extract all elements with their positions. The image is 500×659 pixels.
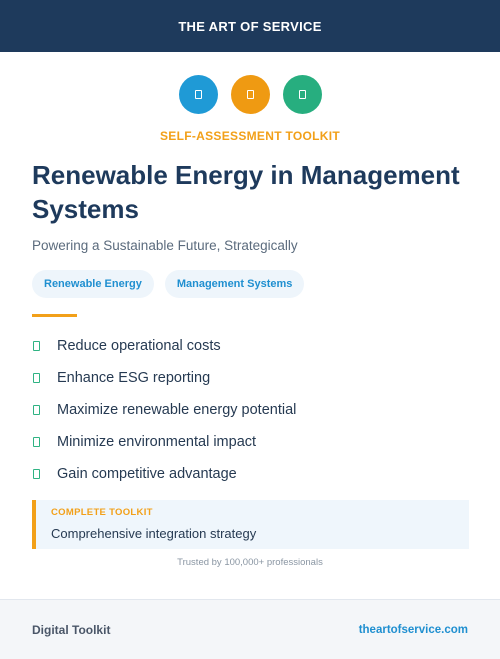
- tag-list: [32, 270, 304, 298]
- benefit-label: Reduce operational costs: [57, 338, 221, 354]
- benefit-list: [32, 330, 472, 490]
- list-item: [32, 362, 472, 394]
- list-item: [32, 458, 472, 490]
- benefit-label: Minimize environmental impact: [57, 434, 257, 450]
- footer: [0, 599, 500, 659]
- website-link[interactable]: theartofservice.com: [358, 623, 468, 636]
- icon-row: [0, 75, 500, 114]
- list-item: [32, 426, 472, 458]
- check-icon: [33, 469, 40, 479]
- page-subtitle: Powering a Sustainable Future, Strategically: [32, 238, 298, 253]
- list-item: [32, 394, 472, 426]
- brand-name: THE ART OF SERVICE: [178, 18, 322, 34]
- footer-label: Digital Toolkit: [32, 622, 111, 637]
- check-icon: [33, 437, 40, 447]
- list-item: [32, 330, 472, 362]
- document-icon: [231, 75, 270, 114]
- tag-management-systems: Management Systems: [165, 270, 305, 298]
- callout-caption: COMPLETE TOOLKIT: [51, 507, 153, 518]
- accent-divider: [32, 314, 77, 317]
- toolkit-callout: [32, 500, 469, 549]
- document-icon: [179, 75, 218, 114]
- benefit-label: Enhance ESG reporting: [57, 370, 211, 386]
- tag-renewable-energy: Renewable Energy: [32, 270, 154, 298]
- check-icon: [33, 373, 40, 383]
- toolkit-kicker: SELF-ASSESSMENT TOOLKIT: [159, 129, 341, 143]
- trust-note: Trusted by 100,000+ professionals: [177, 557, 323, 568]
- top-banner: [0, 0, 500, 52]
- check-icon: [33, 405, 40, 415]
- benefit-label: Gain competitive advantage: [57, 466, 237, 482]
- benefit-label: Maximize renewable energy potential: [57, 402, 297, 418]
- document-icon: [283, 75, 322, 114]
- check-icon: [33, 341, 40, 351]
- callout-text: Comprehensive integration strategy: [51, 526, 257, 541]
- page-title: Renewable Energy in Management Systems: [32, 160, 460, 224]
